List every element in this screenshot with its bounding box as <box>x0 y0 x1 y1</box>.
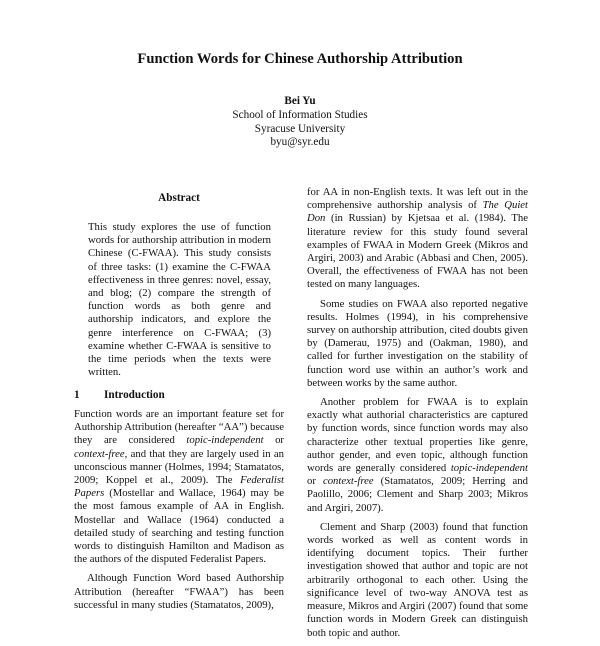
text-run: for AA in non-English texts. It was left out in the comprehensive authorship analysis of <box>307 186 528 212</box>
text-run: Function words are an important feature set for Authorship Attribution (hereafter “AA”) because they are considered <box>74 408 284 447</box>
section-title: Introduction <box>104 389 165 401</box>
author-affiliation: School of Information Studies <box>232 108 368 121</box>
italic-term: context-free <box>74 447 125 460</box>
intro-paragraph-2: Although Function Word based Authorship Attribution (hereafter “FWAA”) has been successful in many studies (Stamatatos, 2009), <box>74 572 284 611</box>
author-email: byu@syr.edu <box>270 136 330 149</box>
right-paragraph-2: Some studies on FWAA also reported negative results. Holmes (1994), in his comprehensive survey on authorship attribution, cited doubts given by (Damerau, 1975) and (Oakman, 1980), and called for further investigation on the stability of function word use within an author’s work and between works by the same author. <box>307 297 528 389</box>
italic-term: The Quiet Don <box>307 199 528 225</box>
section-number: 1 <box>74 389 80 401</box>
intro-paragraph-1 <box>74 408 284 566</box>
italic-term: Federalist Papers <box>74 474 284 500</box>
text-run: (in Russian) by Kjetsaa et al. (1984). The literature review for this study found several examples of FWAA in Modern Greek (Mikros and Argiri, 2003) and Arabic (Abbasi and Chen, 2005). Overall, the effectiveness of FWAA has not been tested on many languages. <box>307 212 528 291</box>
abstract-section <box>74 192 284 379</box>
abstract-text: This study explores the use of function words for authorship attribution in modern Chinese (C-FWAA). This study consists of three tasks: (1) examine the C-FWAA effectiveness in three genres: novel, essay, and blog; (2) compare the strength of function words as both genre and authorship indicators, and explore the genre interference on C-FWAA; (3) examine whether C-FWAA is sensitive to the time periods when the texts were written. <box>88 221 271 379</box>
author-name: Bei Yu <box>284 95 316 107</box>
italic-term: context-free <box>322 475 374 488</box>
text-run: , and that they are largely used in an unconscious manner (Holmes, 1994; Stamatatos, 2009; Koppel et al., 2009). The <box>74 447 284 487</box>
paper-title: Function Words for Chinese Authorship Attribution <box>137 51 463 67</box>
italic-term: topic-independent <box>186 434 264 447</box>
abstract-heading: Abstract <box>158 192 200 204</box>
text-run: or <box>263 434 284 447</box>
text-run: or <box>307 475 323 488</box>
right-paragraph-4: Clement and Sharp (2003) found that function words worked as well as content words in identifying document topics. Their further investigation showed that author and topic are not arbitrarily orthogonal to each other. Using the significance level of two-way ANOVA test as measure, Mikros and Argiri (2007) found that some function words in Modern Greek can distinguish both topic and author. <box>307 520 528 639</box>
text-run: Another problem for FWAA is to explain exactly what authorial characteristics are captured by function words, since function words may also characterize other textual properties like genre, author gender, and even topic, although function words are generally considered <box>307 396 528 475</box>
right-paragraph-3 <box>307 396 528 515</box>
italic-term: topic-independent <box>450 462 528 475</box>
section-heading-introduction <box>74 389 165 401</box>
right-column <box>307 186 528 646</box>
text-run: (Stamatatos, 2009; Herring and Paolillo, 2006; Clement and Sharp 2003; Mikros and Argiri, 2007). <box>307 475 528 514</box>
author-institution: Syracuse University <box>254 122 346 135</box>
right-paragraph-1 <box>307 186 528 292</box>
text-run: (Mostellar and Wallace, 1964) may be the most famous example of AA in English. Mostellar and Wallace (1964) conducted a detailed study of searching and testing function words to distinguish Hamilton and Madison as the authors of the disputed Federalist Papers. <box>74 487 284 566</box>
introduction-body <box>74 408 284 618</box>
author-block <box>0 95 600 150</box>
